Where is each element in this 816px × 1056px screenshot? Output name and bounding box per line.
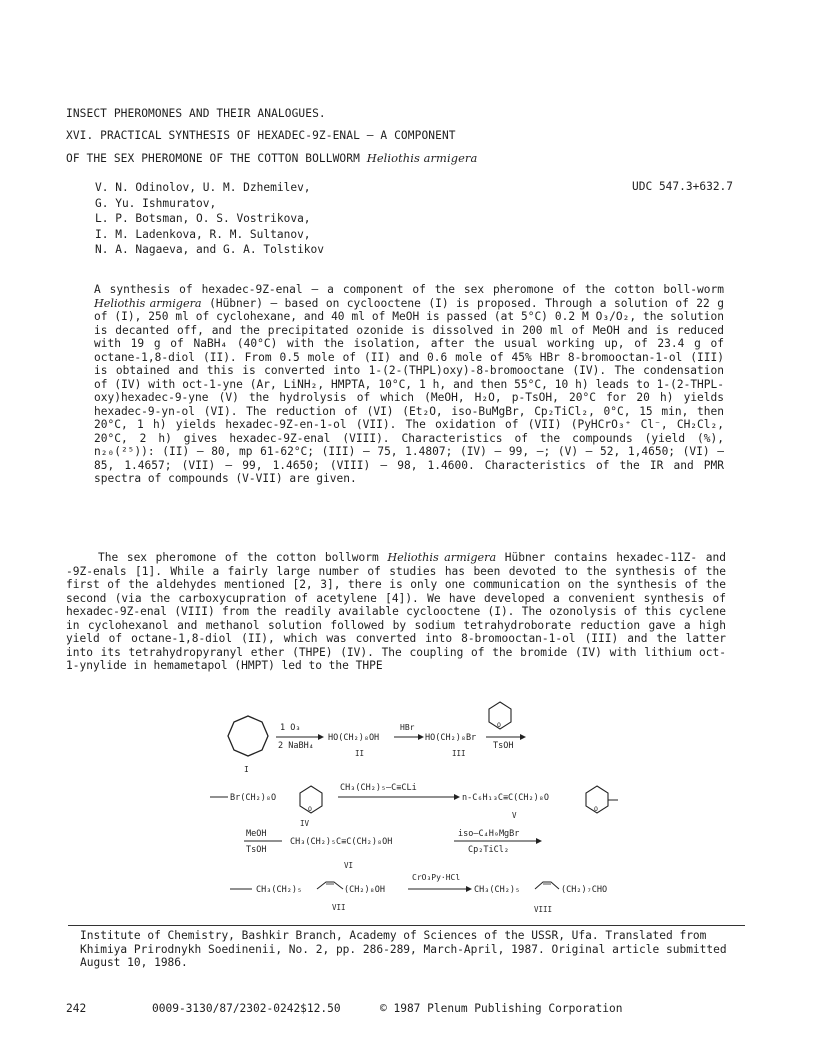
svg-text:iso–C₄H₉MgBr: iso–C₄H₉MgBr <box>458 829 520 839</box>
part-title: XVI. PRACTICAL SYNTHESIS OF HEXADEC-9Z-ENAL — A COMPONENT <box>66 129 456 142</box>
footnote: Institute of Chemistry, Bashkir Branch, Academy of Sciences of the USSR, Ufa. Translated from Khimiya Prirodnykh Soedinenii, No. 2, pp. 286-289, March-April, 1987. Original article submitted August 10, 1986. <box>80 929 727 970</box>
author-list <box>95 180 324 258</box>
label-III: III <box>452 749 466 758</box>
compound-VIII-left: CH₃(CH₂)₅ <box>474 885 521 895</box>
abstract-species: Heliothis armigera <box>94 296 202 310</box>
svg-text:Cp₂TiCl₂: Cp₂TiCl₂ <box>468 845 509 855</box>
compound-VI: CH₃(CH₂)₅C≡C(CH₂)₈OH <box>290 837 393 847</box>
page-number: 242 <box>66 1002 87 1015</box>
label-VIII: VIII <box>534 905 553 914</box>
svg-text:MeOH: MeOH <box>246 829 267 839</box>
author-line: N. A. Nagaeva, and G. A. Tolstikov <box>95 243 325 257</box>
compound-V: n-C₆H₁₃C≡C(CH₂)₈O <box>462 793 549 803</box>
udc-code: UDC 547.3+632.7 <box>632 180 734 193</box>
compound-VIII-right: (CH₂)₇CHO <box>561 885 608 895</box>
author-line: I. M. Ladenkova, R. M. Sultanov, <box>95 227 311 241</box>
compound-VII-left: CH₃(CH₂)₅ <box>256 885 303 895</box>
body-paragraph: The sex pheromone of the cotton bollworm Heliothis armigera Hübner contains hexadec-11Z- and -9Z-enals [1]. While a fairly large number of studies has been devoted to the synthesis of the first of the aldehydes mentioned [2, 3], there is only one communication on the synthesis of the second (via the carboxycupration of acetylene [4]). We have developed a convenient synthesis of hexadec-9Z-enal (VIII) from the readily available cyclooctene (I). The ozonolysis of this cyclene in cyclohexanol and methanol solution followed by sodium tetrahydroborate reduction gave a high yield of octane-1,8-diol (II), which was converted into 8-bromooctan-1-ol (III) and the latter into its tetrahydropyranyl ether (THPE) (IV). The coupling of the bromide (IV) with lithium oct-1-ynylide in hemametapol (HMPT) led to the THPE <box>66 551 726 672</box>
svg-text:CH₃(CH₂)₅–C≡CLi: CH₃(CH₂)₅–C≡CLi <box>340 783 417 793</box>
svg-text:CrO₃Py·HCl: CrO₃Py·HCl <box>412 873 461 882</box>
footnote-rule <box>68 925 745 926</box>
svg-text:TsOH: TsOH <box>493 741 514 751</box>
cyclooctene-ring <box>228 716 268 756</box>
author-line: G. Yu. Ishmuratov, <box>95 196 217 210</box>
subtitle-prefix: OF THE SEX PHEROMONE OF THE COTTON BOLLWORM <box>66 152 360 165</box>
species-name: Heliothis armigera <box>366 151 478 165</box>
svg-text:1 O₃: 1 O₃ <box>280 723 301 733</box>
svg-text:O: O <box>497 721 501 729</box>
body-species: Heliothis armigera <box>387 551 497 564</box>
compound-III: HO(CH₂)₈Br <box>425 733 477 743</box>
compound-II: HO(CH₂)₈OH <box>328 733 380 743</box>
label-IV: IV <box>300 819 310 828</box>
svg-text:O: O <box>308 805 312 813</box>
copyright: © 1987 Plenum Publishing Corporation <box>380 1002 623 1015</box>
svg-text:HBr: HBr <box>400 723 415 732</box>
journal-code: 0009-3130/87/2302-0242$12.50 <box>152 1002 341 1015</box>
label-VI: VI <box>344 861 354 870</box>
label-VII: VII <box>332 903 346 912</box>
subtitle <box>66 151 477 165</box>
author-line: V. N. Odinolov, U. M. Dzhemilev, <box>95 181 311 194</box>
compound-IV: Br(CH₂)₈O <box>230 793 277 803</box>
svg-text:2 NaBH₄: 2 NaBH₄ <box>278 741 314 751</box>
abstract: A synthesis of hexadec-9Z-enal — a component of the sex pheromone of the cotton boll-worm Heliothis armigera (Hübner) — based on cyclooctene (I) is proposed. Through a solution of 22 g of (I), 250 ml of cyclohexane, and 40 ml of MeOH is passed (at 5°C) 0.2 M O₃/O₂, the solution is decanted off, and the precipitated ozonide is dissolved in 200 ml of MeOH and is reduced with 19 g of NaBH₄ (40°C) with the isolation, after the usual working up, of 23.4 g of octane-1,8-diol (II). From 0.5 mole of (II) and 0.6 mole of 45% HBr 8-bromooctan-1-ol (III) is obtained and this is converted into 1-(2-(THPL)oxy)-8-bromooctane (IV). The condensation of (IV) with oct-1-yne (Ar, LiNH₂, HMPTA, 10°C, 1 h, and then 55°C, 10 h) leads to 1-(2-THPL-oxy)hexadec-9-yne (V) the hydrolysis of which (MeOH, H₂O, p-TsOH, 20°C for 20 h) yields hexadec-9-yn-ol (VI). The reduction of (VI) (Et₂O, iso-BuMgBr, Cp₂TiCl₂, 0°C, 15 min, then 20°C, 1 h) yields hexadec-9Z-en-1-ol (VII). The oxidation of (VII) (PyHCrO₃⁺ Cl⁻, CH₂Cl₂, 20°C, 2 h) gives hexadec-9Z-enal (VIII). Characteristics of the compounds (yield (%), n₂₀(²⁵)): (II) — 80, mp 61-62°C; (III) — 75, 1.4807; (IV) — 99, –; (V) — 52, 1,4650; (VI) — 85, 1.4657; (VII) — 99, 1.4650; (VIII) — 98, 1.4600. Characteristics of the IR and PMR spectra of compounds (V-VII) are given. <box>94 283 724 485</box>
reaction-scheme <box>200 690 640 920</box>
compound-VII-right: (CH₂)₈OH <box>344 885 385 895</box>
label-V: V <box>512 811 517 820</box>
label-II: II <box>355 749 365 758</box>
svg-text:O: O <box>594 805 598 813</box>
series-title: INSECT PHEROMONES AND THEIR ANALOGUES. <box>66 107 326 120</box>
svg-text:TsOH: TsOH <box>246 845 267 855</box>
author-line: L. P. Botsman, O. S. Vostrikova, <box>95 212 311 226</box>
label-I: I <box>244 765 249 774</box>
